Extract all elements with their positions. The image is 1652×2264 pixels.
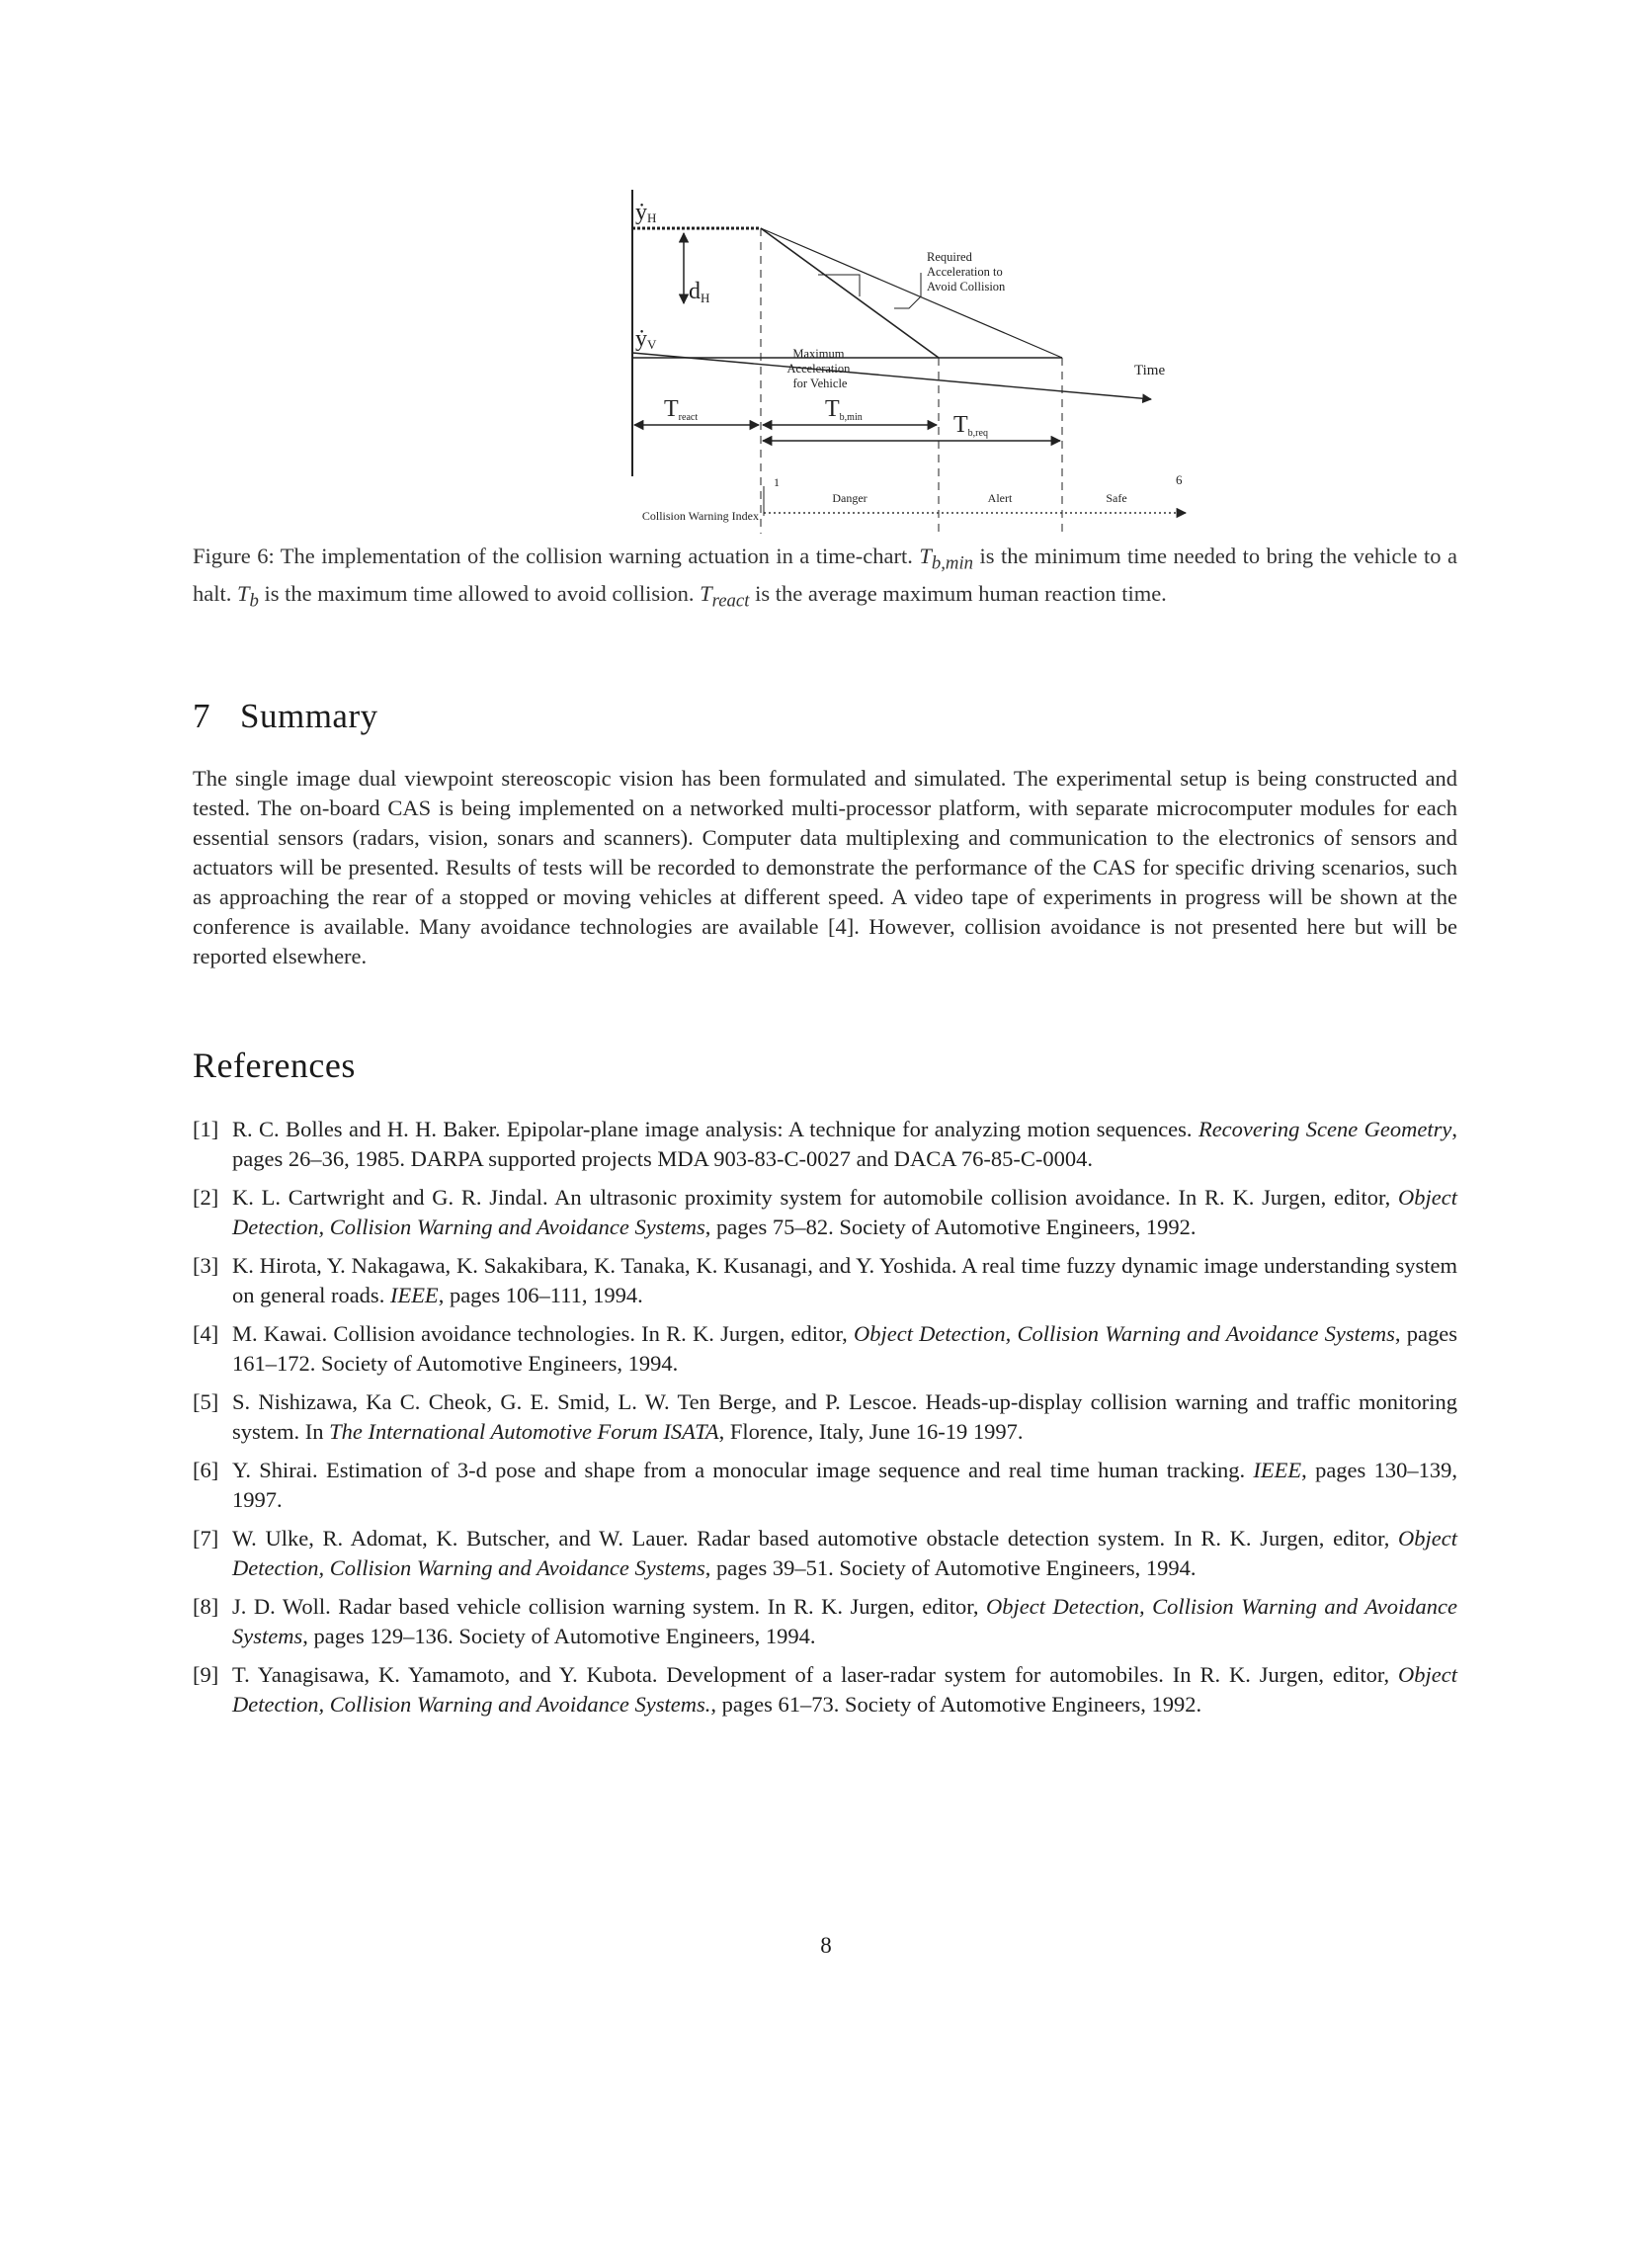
caption-text-1: The implementation of the collision warning actuation in a time-chart. [274, 544, 920, 568]
reference-item: [6] Y. Shirai. Estimation of 3-d pose and shape from a monocular image sequence and real time human tracking. IEEE, pages 130–139, 1997. [193, 1458, 1457, 1512]
figure-caption [193, 542, 1457, 616]
reference-item: [8] J. D. Woll. Radar based vehicle collision warning system. In R. K. Jurgen, editor, Object Detection, Collision Warning and Avoidance Systems, pages 129–136. Society of Automotive Engineers, 1994. [193, 1594, 1457, 1648]
yv-label: ẏV [635, 326, 657, 352]
caption-text-4: is the average maximum human reaction time. [749, 580, 1167, 606]
t-breq-label: Tb,req [953, 412, 988, 439]
caption-symbol-treact: $T_{react}$ [700, 580, 750, 611]
t-bmin-label: Tb,min [825, 396, 863, 423]
zone-alert-label: Alert [987, 491, 1013, 505]
zone-safe-label: Safe [1106, 491, 1127, 505]
reference-item: [5] S. Nishizawa, Ka C. Cheok, G. E. Smid, L. W. Ten Berge, and P. Lescoe. Heads-up-display collision warning and traffic monitoring system. In The International Automotive Forum ISATA, Florence, Italy, June 16-19 1997. [193, 1389, 1457, 1444]
page-number: 8 [820, 1933, 832, 1958]
reference-item: [7] W. Ulke, R. Adomat, K. Butscher, and W. Lauer. Radar based automotive obstacle detection system. In R. K. Jurgen, editor, Object Detection, Collision Warning and Avoidance Systems, pages 39–51. Society of Automotive Engineers, 1994. [193, 1526, 1457, 1580]
caption-text-2: is the minimum time needed to bring the vehicle to a halt. [193, 544, 1458, 606]
reference-item: [2] K. L. Cartwright and G. R. Jindal. An ultrasonic proximity system for automobile collision avoidance. In R. K. Jurgen, editor, Object Detection, Collision Warning and Avoidance Systems, pages 75–82. Society of Automotive Engineers, 1992. [193, 1185, 1457, 1239]
references-heading: References [193, 1046, 356, 1085]
required-accel-callout [894, 273, 921, 308]
reference-item: [3] K. Hirota, Y. Nakagawa, K. Sakakibara, K. Tanaka, K. Kusanagi, and Y. Yoshida. A real time fuzzy dynamic image understanding system on general roads. IEEE, pages 106–111, 1994. [193, 1253, 1457, 1307]
summary-paragraph: The single image dual viewpoint stereoscopic vision has been formulated and simulated. The experimental setup is being constructed and tested. The on-board CAS is being implemented on a networked multi-processor platform, with separate microcomputer modules for each essential sensors (radars, vision, sonars and scanners). Computer data multiplexing and communication to the electronics of sensors and actuators will be presented. Results of tests will be recorded to demonstrate the performance of the CAS for specific driving scenarios, such as approaching the rear of a stopped or moving vehicles at different speed. A video tape of experiments in progress will be shown at the conference is available. Many avoidance technologies are available [4]. However, collision avoidance is not presented here but will be reported elsewhere. [193, 766, 1457, 968]
zone-start-label: 1 [774, 475, 780, 489]
zone-end-label: 6 [1176, 472, 1183, 487]
reference-item: [9] T. Yanagisawa, K. Yamamoto, and Y. Kubota. Development of a laser-radar system for automobiles. In R. K. Jurgen, editor, Object Detection, Collision Warning and Avoidance Systems., pages 61–73. Society of Automotive Engineers, 1992. [193, 1662, 1457, 1717]
max-accel-label: Maximum Acceleration for Vehicle [786, 347, 851, 390]
dh-label: dH [689, 279, 710, 305]
time-label: Time [1134, 363, 1166, 378]
required-accel-label: Required Acceleration to Avoid Collision [927, 250, 1006, 293]
section-heading-summary [193, 697, 378, 736]
zone-danger-label: Danger [832, 491, 867, 505]
caption-text-3: is the maximum time allowed to avoid collision. [258, 580, 701, 606]
y-axis-label: ẏH [635, 200, 657, 225]
caption-symbol-tb: $T_b$ [237, 580, 259, 611]
reference-item: [4] M. Kawai. Collision avoidance technologies. In R. K. Jurgen, editor, Object Detection, Collision Warning and Avoidance Systems, pages 161–172. Society of Automotive Engineers, 1994. [193, 1321, 1458, 1376]
time-axis [632, 353, 1151, 399]
t-react-label: Treact [664, 396, 699, 423]
references-list [193, 1115, 1457, 1728]
section-title: Summary [240, 697, 378, 735]
warning-index-label: Collision Warning Index [641, 509, 759, 523]
figure-label: Figure 6: [193, 544, 275, 568]
reference-item: [1] R. C. Bolles and H. H. Baker. Epipolar-plane image analysis: A technique for analyzing motion sequences. Recovering Scene Geometry, pages 26–36, 1985. DARPA supported projects MDA 903-83-C-0027 and DACA 76-85-C-0004. [193, 1117, 1457, 1171]
figure-6-time-chart [0, 0, 1652, 534]
caption-symbol-tbmin: $T_{b,min}$ [919, 544, 974, 574]
section-number: 7 [193, 697, 210, 735]
